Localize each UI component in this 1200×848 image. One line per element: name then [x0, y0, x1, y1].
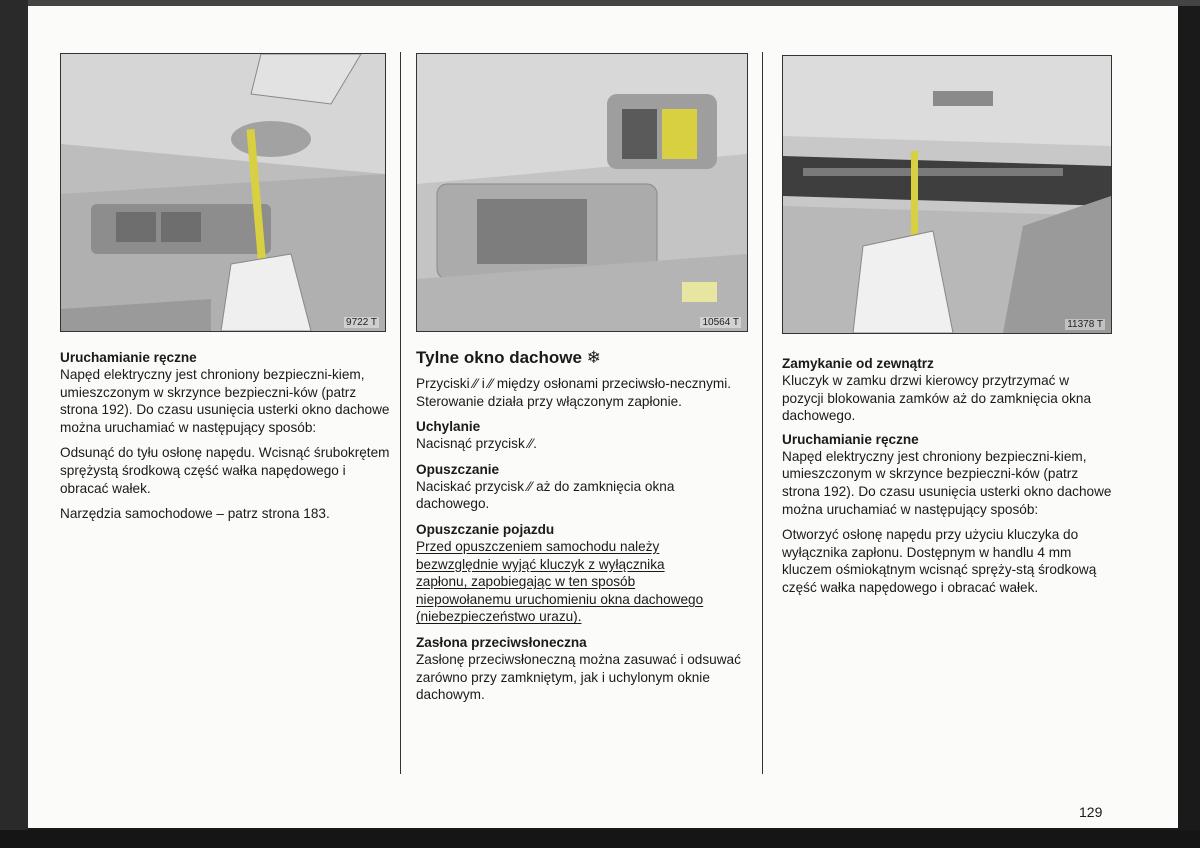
section-title: [416, 347, 746, 369]
photo-rear-sunroof-switches: [416, 53, 748, 332]
column-3: [782, 355, 1112, 597]
column-divider-1: [400, 52, 401, 774]
column-1: [60, 349, 390, 523]
paragraph-lower: Naciskać przycisk ⁄⁄ aż do zamknięcia okna dachowego.: [416, 478, 675, 512]
heading-leave-vehicle: Opuszczanie pojazdu: [416, 521, 555, 537]
snowflake-icon: ❄: [586, 348, 601, 367]
column-2: [416, 347, 746, 704]
photo-illustration: [61, 54, 385, 331]
photo-illustration: [783, 56, 1111, 333]
paragraph-screwdriver: Odsunąć do tyłu osłonę napędu. Wcisnąć śrubokrętem sprężystą środkową część wałka napędowego i obracać wałek.: [60, 445, 390, 496]
paragraph-hex-key: Otworzyć osłonę napędu przy użyciu kluczyka do wyłącznika zapłonu. Dostępnym w handlu 4 mm kluczem ośmiokątnym wcisnąć spręży-stą środkową część wałka napędowego i obracać wałek.: [782, 527, 1097, 595]
photo-manual-operation: [60, 53, 386, 332]
paragraph-close-outside: Kluczyk w zamku drzwi kierowcy przytrzymać w pozycji blokowania zamków aż do zamknięcia okna dachowego.: [782, 373, 1092, 424]
heading-lower: Opuszczanie: [416, 461, 500, 477]
photo-code: 10564 T: [702, 317, 739, 328]
heading-tilt: Uchylanie: [416, 419, 481, 435]
paragraph-tilt: Nacisnąć przycisk ⁄⁄.: [416, 436, 537, 452]
photo-manual-closing: [782, 55, 1112, 334]
page-number: 129: [1079, 804, 1103, 820]
paragraph-buttons: Przyciski ⁄⁄ i ⁄⁄ między osłonami przeciwsło-necznymi. Sterowanie działa przy włączonym zapłonie.: [416, 376, 732, 409]
photo-code: 11378 T: [1067, 319, 1103, 330]
scan-bottom-edge: [0, 830, 1200, 848]
heading-sun-blind: Zasłona przeciwsłoneczna: [416, 634, 587, 650]
paragraph-tools: Narzędzia samochodowe – patrz strona 183.: [60, 506, 330, 522]
heading-manual-operation: Uruchamianie ręczne: [60, 350, 197, 365]
photo-illustration: [417, 54, 747, 331]
heading-close-outside: Zamykanie od zewnątrz: [782, 356, 934, 371]
photo-code: 9722 T: [346, 317, 377, 328]
warning-leave-vehicle: Przed opuszczeniem samochodu należy bezwzględnie wyjąć kluczyk z wyłącznika zapłonu, zapobiegając w ten sposób niepowołanemu uruchomieniu okna dachowego (niebezpieczeństwo urazu).: [416, 538, 704, 625]
section-title-text: Tylne okno dachowe: [416, 348, 582, 367]
column-divider-2: [762, 52, 763, 774]
paragraph-sun-blind: Zasłonę przeciwsłoneczną można zasuwać i odsuwać zarówno przy zamkniętym, jak i uchylonym oknie dachowym.: [416, 651, 741, 703]
scan-left-edge: [0, 0, 28, 848]
heading-manual-operation: Uruchamianie ręczne: [782, 431, 919, 447]
paragraph-fuse: Napęd elektryczny jest chroniony bezpieczni-kiem, umieszczonym w skrzynce bezpieczni-ków (patrz strona 192). Do czasu usunięcia usterki okno dachowe można uruchamiać w następujący sposób:: [60, 367, 390, 435]
paragraph-fuse: Napęd elektryczny jest chroniony bezpieczni-kiem, umieszczonym w skrzynce bezpieczni-ków (patrz strona 192). Do czasu usunięcia usterki okno dachowe można uruchamiać w następujący sposób:: [782, 448, 1112, 517]
